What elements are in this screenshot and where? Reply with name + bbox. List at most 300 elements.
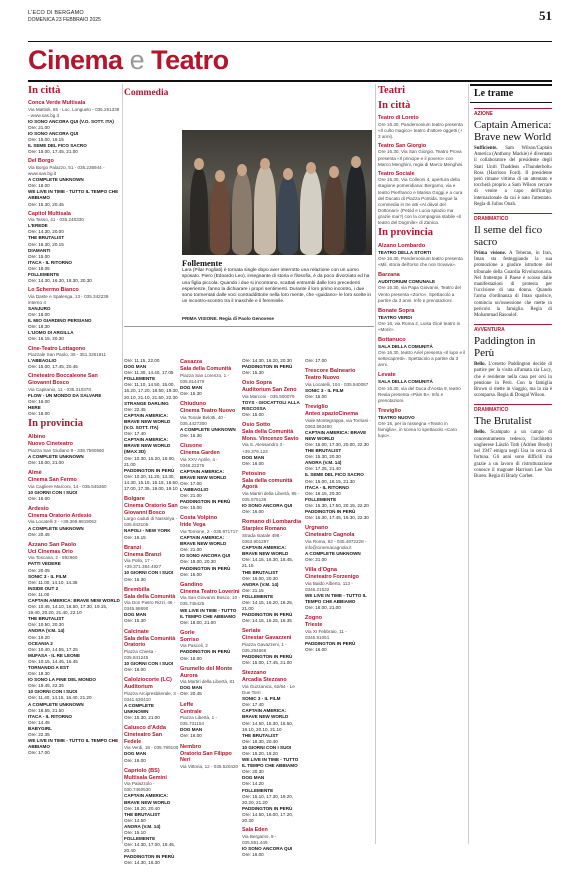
film-title: PADDINGTON IN PERÙ [305,508,356,514]
plot-item [470,213,552,319]
showtimes: Ore: 21.00 [28,124,50,130]
film-title: IL SEME DEL FICO SACRO [305,472,364,478]
film-title: L'ABBAGLIO [28,358,57,364]
venue-name: Cinema San Fermo [28,476,77,483]
film-title: CAPTAIN AMERICA: BRAVE NEW WORLD [305,429,367,441]
film-title: SONIC 3 - IL FILM [242,696,281,702]
film-title: DOG MAN [180,685,203,691]
showtimes: Ore: 20.45 [28,531,50,537]
film-title: PADDINGTON IN PERÙ [180,565,231,571]
venue-city: Leffe [180,701,194,708]
showtimes: Ore: 14.20 [242,781,264,787]
theatre-name: TEATRO NUOVO [378,414,415,420]
venue-name: Cineteatro Forzenigo [305,574,359,581]
film-title: THE BRUTALIST [242,569,279,575]
venue-listing [28,346,120,371]
venue-listing [180,744,240,770]
plot-body: Prima visione. A Teheran, in Iran, Iman sta festeggiando la sua promozione a giudice istruttore del tribunale della Guardia Rivoluzionaria. Nel frattempo il Paese è scosso dalle manifestazioni di protesta per l'uccisione di una donna. Quando l'arma d'ordinanza di Iman sparisce, comincia un'ossessione che mette in pericolo la famiglia. Regia di Mohammad Rasoulof. [474,251,553,319]
venue-address: Via Pollo, 17 - +39.371.384.4927 [124,558,162,570]
film-title: PADDINGTON IN PERÙ [242,612,293,618]
showtimes: Ore: 16.00 [28,398,50,404]
film-title: CAPTAIN AMERICA: BRAVE NEW WORLD (IMAX 3D) [124,437,171,455]
theatre-listing [378,171,466,226]
theatre-name: TEATRO VERDI [378,314,412,320]
venue-listing [180,443,240,511]
plots-sidebar [470,84,552,844]
plot-rating: Sufficiente. [474,146,498,151]
showtimes: Ore: 15.30, 20.45 [28,201,64,207]
venue-address: Via Daste e Spalenga, 13 - 035.342239 interno 4 [28,293,109,305]
film-title: FOLLEMENTE [124,376,156,382]
feature-rule [124,326,374,327]
listings-city-column [28,84,120,844]
showtimes: Ore: 16.15, 20.30 [305,490,341,496]
film-title: A COMPLETE UNKNOWN [28,701,84,707]
theatre-listing [378,372,466,403]
venue-name: Sala della Comunità Mons. Vincenzo Savio [242,429,299,442]
showtimes: Ore: 15.10 [124,830,146,835]
showtimes: Ore: 15.00 [305,393,327,399]
venue-listing [28,158,120,207]
showtimes: Ore: 15.00, 18.15 [28,137,64,143]
feature-genre-label: Commedia [124,88,169,98]
venue-address: Strada statale 498 - 0363.901297 [242,532,283,545]
film-title: PADDINGTON IN PERÙ [242,805,293,811]
venue-listing [242,628,302,666]
film-title: IO SONO LA FINE DEL MONDO [28,677,96,683]
venue-city: Petosino [242,470,266,477]
theatre-listing [378,272,466,303]
venue-listing [305,404,372,521]
venue-listing [242,471,302,516]
film-title: A COMPLETE UNKNOWN [28,177,84,183]
showtimes: Ore: 17.00 [305,358,327,363]
showtimes: Ore: 15.00, 18.15, 21.30 [305,478,355,484]
showtimes: Ore: 16.00, 21.00 [180,619,216,625]
film-title: THE BRUTALIST [28,616,65,622]
plot-rating: Prima visione. [474,251,506,257]
plot-title: Il seme del fico sacro [474,224,543,249]
showtimes: Ore: 16.30, 20.15 [28,241,64,247]
venue-name: Sala della Comunità Oratorio [124,635,176,649]
venue-name: Cinema Oratorio Ardesio [28,512,92,519]
venue-listing [180,582,240,626]
venue-name: Sorriso [180,636,199,643]
venue-address: Via Locatelli 3 - +39.366.9819052 [28,519,97,525]
film-title: WE LIVE IN TIME - TUTTO IL TEMPO CHE ABBIAMO [180,607,237,619]
plot-item [470,404,552,480]
showtimes: Ore: 15.00 [28,253,50,259]
venue-address: Via Tasso, 41 - 035.248330 [28,217,84,223]
film-title: ITACA - IL RITORNO [28,259,72,265]
venue-city: Gandino [180,581,203,588]
showtimes: Ore: 15.30, 20.30 [305,454,341,460]
showtimes: Ore: 16.00, 20.30 [242,575,278,581]
showtimes: Ore: 17.00 [180,480,202,486]
film-title: PADDINGTON IN PERÙ [242,364,293,370]
theatre-listing [378,243,466,268]
venue-city: Bolgare [124,496,145,503]
venue-address: Via Borgo Palazzo, 51 - 035.236944 - www.sas.bg.it [28,164,105,177]
film-title: CAPTAIN AMERICA: BRAVE NEW WORLD [180,468,227,480]
venue-listing [180,666,240,698]
venue-name: Cinestar Gavazzeni [242,635,292,642]
sidebar-items [470,108,552,480]
film-title: IL SEME DEL FICO SACRO [28,143,87,149]
showtimes: Ore: 10.15, 14.45, 16.45 [28,658,78,664]
film-title: WE LIVE IN TIME - TUTTO IL TEMPO CHE ABBIAMO [242,757,299,769]
page-number: 51 [539,8,552,23]
showtimes: Ore: 16.00 [124,757,146,763]
venue-name: Conca Verde Multisala [28,100,86,106]
film-title: A COMPLETE UNKNOWN [305,550,361,556]
showtimes: Ore: 15.30, 17.50, 20.15, 22.20 [305,502,369,508]
film-title: 10 GIORNI CON I SUOI [124,570,174,576]
showtimes: Ore: 14.50, 15.30, 16.50, 18.10, 20.10, 21.10 [242,720,294,732]
venue-name: Anteo spazioCinema [305,410,359,417]
venue-name: Cinema Garden [180,449,220,456]
theatre-name: Teatro Sociale [378,170,415,177]
venue-address: Via Capitanio, 11 - 035.310378 [28,386,91,392]
feature-photo [182,130,372,255]
showtimes: Ore: 21.00 [180,493,202,499]
showtimes: Ore: 15.00 [180,505,202,511]
showtimes: Ore: 14.30, 16.20, 20.30 [242,358,292,363]
venue-address: Via XI Febbraio, 11 - 0345.91051 [305,628,347,640]
venue-listing [180,401,240,439]
film-title: A COMPLETE UNKNOWN [124,702,154,714]
venue-address: Largo caduti di Nassiriya - 035.843105 [124,516,178,528]
venue-listing [124,768,179,867]
showtimes: Ore: 11.40, 14.15, 16.40, 21.20 [28,695,92,701]
film-title: ANORA (V.M. 14) [28,628,65,634]
theatre-listing [378,143,466,168]
theatre-details: Ore 16.30, via del Duca d'Aosta 9, teatro Reala presenta «Pàin B». Info e prenotazioni. [378,385,461,403]
showtimes: Ore: 18.55, 21.50 [28,707,64,713]
film-title: BABYGIRL [28,725,52,731]
venue-listing [305,368,372,400]
venue-listing [124,496,179,541]
venue-address: Via Guzzanica, 62/64 - Le Due Torri [242,683,295,696]
venue-listing [28,373,120,417]
showtimes: Ore: 16.30, 20.40 [242,738,278,744]
plot-genre: AZIONE [474,108,552,117]
venue-listing [180,359,240,397]
venue-listing [124,677,179,721]
showtimes: Ore: 20.05 [28,567,50,573]
venue-name: Trieste [305,622,323,629]
theatre-details: Ore 16.30, via Papa Giovanni, Teatro del Vento presenta «Zorro». Spettacolo a partire da 3 anni. Info e prenotazioni. [378,285,461,303]
film-title: CAPTAIN AMERICA: BRAVE NEW WORLD [242,545,289,557]
listings-province-column-4 [242,355,302,875]
showtimes: Ore: 15.00, 17.45, 21.00 [28,149,78,155]
plot-rating: Bello. [474,362,486,368]
showtimes: Ore: 14.50, 16.00, 17.20, 20.30 [242,811,294,823]
venue-listing [124,358,179,492]
venue-address: Piazza San Lorenzo, 1 - 035.814479 [180,372,230,384]
theatre-city: Levate [378,372,396,379]
venue-name: Starplex Romano [242,526,287,533]
showtimes: Ore: 10.40, 14.55, 17.25 [28,646,78,652]
venue-name: Aurora [180,672,198,679]
plot-body: Bello. Scampato a un campo di concentramento tedesco, l'architetto ungherese László Toth (Adrien Brody) nel 1947 emigra negli Usa in cerca di fortuna. Gli anni sono difficili ma grazie a un lavoro di ristrutturazione conosce il magnate Harrison Lee Van Buren. Regia di Brady Corbet. [474,430,552,479]
column-divider [122,84,123,844]
listings-province-column-5 [305,355,372,875]
film-title: TORNANDO A EST [28,665,69,670]
venue-listing [124,587,179,625]
venue-listing [180,630,240,662]
venue-listing [28,211,120,285]
paper-name: L'ECO DI BERGAMO [28,10,84,16]
film-title: SONIC 3 - IL FILM [28,573,67,579]
venue-listing [305,615,372,653]
venue-name: Oratorio San Filippo Neri [180,750,232,764]
venue-city: Calcinate [124,628,149,635]
venue-city: Clusone [180,442,203,449]
showtimes: Ore: 17.40 [242,702,264,708]
venue-name: Arcadia Stezzano [242,677,287,684]
film-title: TOYS - GIOCATTOLI ALLA RISCOSSA [242,399,300,412]
venue-address: Via Torrione, 2 - 035.971717 [180,528,238,534]
venue-listing [242,670,302,824]
film-title: THE BRUTALIST [305,448,342,454]
showtimes: Ore: 18.00 [28,411,50,416]
venue-city: Casazza [180,359,203,365]
showtimes: Ore: 18.20, 20.40 [124,805,160,811]
feature-credit: PRIMA VISIONE. Regia di Paolo Genovese [182,316,274,321]
film-title: PATTI VEDERE [28,561,61,567]
venue-name: Auditorium [124,684,153,691]
film-title: OCEANIA 2 [28,640,53,646]
venue-address: Piazza Arcipresbiterale, 3 - 0341.630410 [124,690,179,702]
venue-name: Nuovo Cineteatro [28,441,73,448]
film-title: SONIC 3 - IL FILM [305,387,344,393]
venue-listing [28,100,120,155]
venue-listing [124,545,179,583]
plot-genre: DRAMMATICO [474,404,552,413]
theatre-city: Treviglio [378,407,402,414]
film-title: PADDINGTON IN PERÙ [180,649,231,655]
showtimes: Ore: 10.45, 14.10, 16.50, 17.30, 19.15, 19.40, 20.20, 21.40, 22.10 [28,604,108,616]
venue-city: Treviglio [305,403,329,410]
venue-listing [242,380,302,418]
venue-address: Via Martiri della Libertà, 95 - 035.575136 [242,491,300,503]
film-title: HERE [28,404,41,410]
showtimes: Ore: 14.30, 20.00 [28,229,64,235]
theatre-name: Teatro San Giorgio [378,142,427,149]
film-title: IO SONO ANCORA QUI [28,130,79,136]
showtimes: Ore: 11.15, 22.00 [124,358,160,363]
feature-title: Follemente [182,258,223,268]
showtimes: Ore: 21.15 [242,587,264,593]
venue-listing [242,358,302,376]
plot-rating: Bello. [474,430,486,436]
film-title: 10 GIORNI CON I SUOI [28,689,78,695]
venue-listing [28,434,120,466]
showtimes: Ore: 14.45 [28,719,50,725]
venue-name: Sala Eden [242,827,268,834]
film-title: FOLLEMENTE [305,496,337,502]
plot-genre: AVVENTURA [474,324,552,333]
theatre-city: Alzano Lombardo [378,243,426,250]
showtimes: Ore: 16.00 [242,509,264,515]
venue-name: Cinema Teatro Loverini [180,588,240,595]
venue-name: Cinema Oratorio San Giovanni Bosco [124,503,178,516]
theatre-listing [378,115,466,140]
film-title: IO SONO ANCORA QUI [242,845,293,851]
venue-address: Via Bergamo, 9 - 035.591.449 [242,833,277,845]
showtimes: Ore: 21.00 [305,557,327,563]
film-title: A COMPLETE UNKNOWN [28,525,84,531]
showtimes: Ore: 11.10, 14.50, 15.00, 16.20, 17.20, 18.50, 19.30, 20.10, 21.10, 21.50, 22.30 [124,382,179,400]
showtimes: Ore: 14.30, 17.00, 18.45, 20.40 [124,842,176,854]
listings-province-column-3 [180,355,240,875]
showtimes: Ore: 22.35 [28,732,50,738]
film-title: A COMPLETE UNKNOWN [28,453,84,459]
plot-body: Bello. L'orsetto Paddington decide di partire per la visita all'amata zia Lucy, che è residente nella casa per orsi in pensione in Perù. Con la famiglia Brown si mette in viaggio, ma la zia è scomparsa. Regia di Dougal Wilson. [474,362,552,399]
showtimes: Ore: 16.00 [242,851,264,857]
film-title: CAPTAIN AMERICA: BRAVE NEW WORLD [242,708,289,720]
showtimes: Ore: 15.30 [180,432,202,438]
venue-address: Via Martiri della Libertà, 81 [180,679,235,685]
venue-name: Cine-Teatro Lottagono [28,345,86,352]
feature-synopsis: Lara (Pilar Fogliati) è tornata single dopo aver interrotto una relazione con un uomo sposato. Piero (Edoardo Leo), insegnante di storia e filosofia, è da poco divorziato ed ha una figlia piccola. Quando i due si incontrano, scattati entrambi dalle loro precedenti esperienze, fanno la dichiarare i propri sentimenti. Durante il loro primo incontro, i due sono tormentati dalle voci contraddittorie nella loro mente, che «guidano» le loro scelte in un incontro-scontro tra il maschile e il femminile. [182,268,372,305]
venue-name: Cinema Teatro Nuovo [180,407,236,414]
film-title: ANORA (V.M. 14) [305,460,342,466]
venue-city: Capriolo (BS) [124,767,160,774]
venue-address: Piazza Gavazzeni, 1 - 035.294666 [242,641,287,654]
venue-listing [28,470,120,502]
plot-title: Paddington in Perù [474,335,536,360]
theatre-details: Ore 16.30, teatro Ariel presenta «Il lupo e il settecapretti». Spettacolo a partire da 3 anni. [378,350,466,368]
showtimes: Ore: 16.00 [180,733,202,739]
venue-city: Osio Sotto [242,422,271,429]
showtimes: Ore: 14.15, 16.30, 18.45, 21.15 [242,557,294,569]
venue-name: Del Borgo [28,158,54,165]
theatre-city: Barzana [378,272,400,279]
film-title: SANJURO [28,306,51,311]
venue-name: Capitol Multisala [28,210,71,217]
film-title: DIAMANTI [28,247,51,253]
film-title: WE LIVE IN TIME - TUTTO IL TEMPO CHE ABBIAMO [305,592,367,604]
film-title: FOLLEMENTE [242,787,274,793]
venue-address: Via Verdi, 18 - 035.799100 [124,745,179,751]
showtimes: Ore: 16.15, 20.30 [28,336,64,342]
film-title: THE BRUTALIST [28,235,65,241]
venue-name: Centrale [180,708,202,715]
showtimes: Ore: 15.00, 17.45, 20.45 [28,364,78,370]
masthead [28,8,552,38]
venue-listing [242,519,302,624]
section-rule [28,80,552,82]
plot-body: Sufficiente. Sam Wilson/Captain America (Anthony Mackie) è diventato il collaboratore del presidente degli Stati Uniti Thaddeus «Thunderbolt» Ross (Harrison Ford). Il presidente però rimane vittima di un attentato e toccherà proprio a Sam Wilson cercare di venire a capo dell'intrigo internazionale da cui è nato l'attentato. Regia di Julius Onah. [474,146,552,207]
venue-address: Via Vittoria, 12 - 035.520420 [180,763,239,769]
theatre-listing [378,408,466,439]
film-title: DOG MAN [180,727,203,733]
venue-address: Via Pascoli, 2 [180,643,208,649]
showtimes: Ore: 19.20 [28,634,50,640]
showtimes: Ore: 10.20, 11.20, 13.30, 14.30, 15.15, 16.15, 16.50, 17.00, 17.35, 19.00, 19.10 [124,473,179,491]
theatre-city: Bottanuco [378,337,406,344]
venue-city: Branzi [124,544,142,551]
venue-address: Via Baldo Alberto, 113 - 0346.21532 [305,580,353,592]
theatre-name: AUDITORIUM COMUNALE [378,279,436,285]
theatre-sub-province: In provincia [378,227,433,239]
venue-listing [305,525,372,563]
showtimes: Ore: 14.30, 16.30 [124,860,160,866]
theatre-name: SALA DELLA COMUNITÀ [378,344,433,350]
showtimes: Ore: 15.00, 21.00 [28,459,64,465]
film-title: A COMPLETE UNKNOWN [180,426,236,432]
venue-listing [180,515,240,577]
venue-name: Cinema Branzi [124,551,162,558]
theatre-details: Ore 16, per la rassegna «Teatro in famiglia», in scena lo spettacolo «Caro lupo». [378,420,457,439]
film-title: FLOW - UN MONDO DA SALVARE [28,392,102,398]
film-title: L'EREDE [28,223,48,229]
film-title: THE BRUTALIST [124,811,161,817]
section-title [28,45,229,76]
venue-city: Zogno [305,615,323,622]
top-rule [28,41,552,42]
showtimes: Ore: 15.30 [242,370,264,376]
film-title: IO SONO ANCORA QUI [242,503,293,509]
theatre-name: TEATRO DELLA STORTI [378,250,431,256]
showtimes: Ore: 14.50 [124,817,146,823]
film-title: NAPOLI - NEW YORK [124,528,171,534]
film-title: INSIDE OUT 2 [28,585,59,591]
film-title: FOLLEMENTE [28,272,60,278]
venue-address: Via Tonale Belotti, 40 - 035.4427300 [180,414,226,426]
theatre-details: Ore 16, via Roma 2, Luisa Gioè teatro in «Morir». [378,320,461,332]
showtimes: Ore: 16.15 [124,534,146,540]
section-title-a: Cinema [28,45,123,75]
showtimes: Ore: 16.00, 21.00 [305,605,341,611]
venue-city: Stezzano [242,670,267,677]
showtimes: Ore: 15.10, 17.30, 19.20, 20.20, 21.20 [242,793,294,805]
venue-name: Auditorium San Zeno [242,387,297,394]
film-title: 10 GIORNI CON I SUOI [124,660,174,666]
venue-city: Almè [28,469,42,476]
film-title: 10 GIORNI CON I SUOI [242,744,292,750]
venue-city: Romano di Lombardia [242,519,302,526]
showtimes: Ore: 18.00 [28,183,50,189]
venue-address: Via Marconi - 035.500079 [242,393,295,399]
plot-title: Captain America: Brave new World [474,119,552,143]
showtimes: Ore: 11.00 [28,591,50,597]
venue-name: Teatro Nuovo [305,375,340,382]
venue-city: Seriate [242,628,261,635]
film-title: CAPTAIN AMERICA: BRAVE NEW WORLD [28,597,120,603]
film-title: CAPTAIN AMERICA: BRAVE NEW WORLD (V.O. SOTT. ITA) [124,412,171,431]
theatre-listing [378,337,466,368]
showtimes: Ore: 16.00 [242,460,264,466]
film-title: IO SONO ANCORA QUI (V.O. SOTT. ITA) [28,118,114,124]
showtimes: Ore: 11.00, 14.10, 14.35 [28,579,78,585]
showtimes: Ore: 20.30 [242,769,264,775]
film-title: PADDINGTON IN PERÙ [242,654,293,660]
film-title: PADDINGTON IN PERÙ [180,499,231,505]
venue-city: Grumello del Monte [180,665,233,672]
plot-item [470,324,552,399]
showtimes: Ore: 22.45 [124,406,146,412]
film-title: PADDINGTON IN PERÙ [305,640,356,646]
film-title: CAPTAIN AMERICA: BRAVE NEW WORLD [124,793,171,805]
showtimes: Ore: 16.00 [124,667,146,673]
venue-city: Urgnano [305,525,328,532]
theatre-listing [378,308,466,333]
film-title: L'ABBAGLIO [180,487,209,492]
venue-address: Piazza San Giuliano 9 - 338.7560560 [28,447,105,453]
